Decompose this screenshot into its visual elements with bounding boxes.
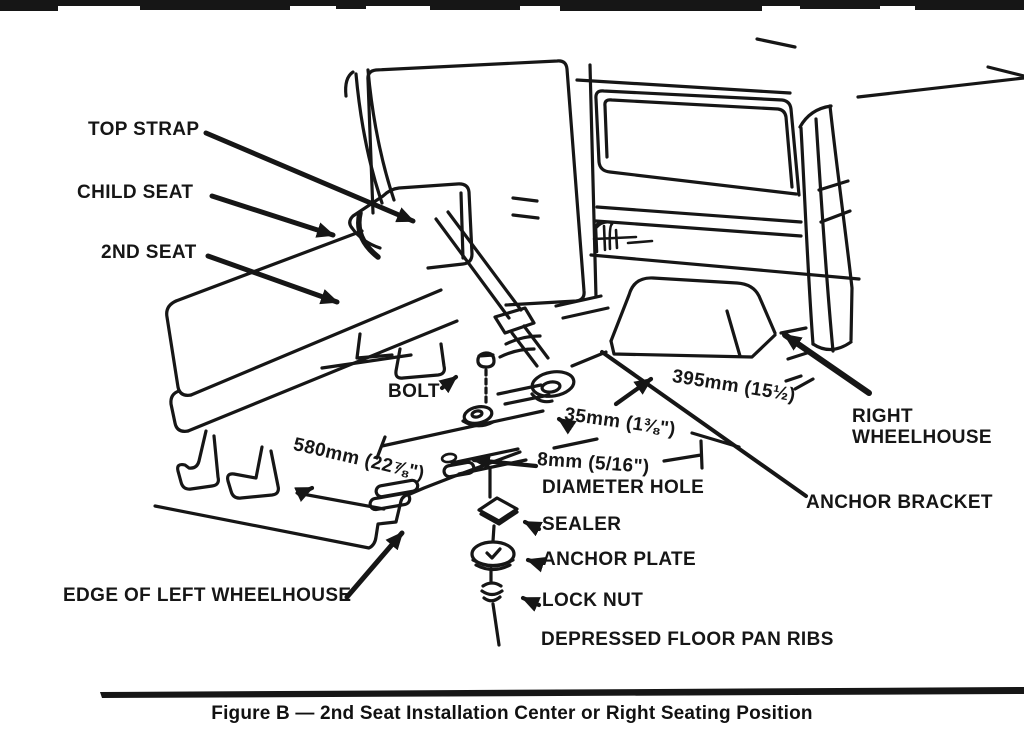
dimension-hole-diameter: 8mm (5/16"): [536, 449, 651, 478]
anchor-plate-arrow: [528, 560, 541, 564]
lock-nut-arrow: [523, 598, 539, 605]
anchor-hardware-line-art: [463, 353, 517, 645]
label-child-seat: CHILD SEAT: [77, 182, 194, 203]
label-anchor-plate: ANCHOR PLATE: [542, 549, 697, 570]
label-diameter-hole: DIAMETER HOLE: [542, 477, 705, 498]
label-depressed-floor-pan-ribs: DEPRESSED FLOOR PAN RIBS: [541, 629, 834, 650]
label-top-strap: TOP STRAP: [88, 119, 200, 140]
label-lock-nut: LOCK NUT: [542, 590, 644, 611]
label-bolt: BOLT: [388, 381, 440, 402]
figure-caption: Figure B — 2nd Seat Installation Center or Right Seating Position: [211, 703, 813, 724]
van-body-line-art: [346, 39, 1024, 351]
label-edge-of-left-wheelhouse: EDGE OF LEFT WHEELHOUSE: [63, 585, 352, 606]
child-seat-line-art: [350, 184, 472, 268]
second-seat-arrow: [208, 256, 337, 302]
label-sealer: SEALER: [542, 514, 622, 535]
right-wheelhouse-arrow: [785, 335, 869, 393]
sealer-arrow: [525, 522, 539, 529]
label-right-wheelhouse: RIGHT WHEELHOUSE: [852, 406, 992, 448]
right-wheelhouse-line-art: [611, 278, 775, 357]
bolt-arrow: [442, 377, 456, 388]
label-anchor-bracket: ANCHOR BRACKET: [806, 492, 993, 513]
floor-span-arrow: [299, 488, 312, 494]
dimension-floor-span: 580mm (22⅞"): [291, 434, 427, 485]
child-seat-arrow: [212, 196, 333, 235]
label-second-seat: 2ND SEAT: [101, 242, 197, 263]
top-strap-arrow: [206, 133, 413, 221]
dimension-wheelhouse-offset: 395mm (15½): [670, 366, 798, 407]
dimension-hole-offset: 35mm (1⅜"): [563, 404, 677, 441]
